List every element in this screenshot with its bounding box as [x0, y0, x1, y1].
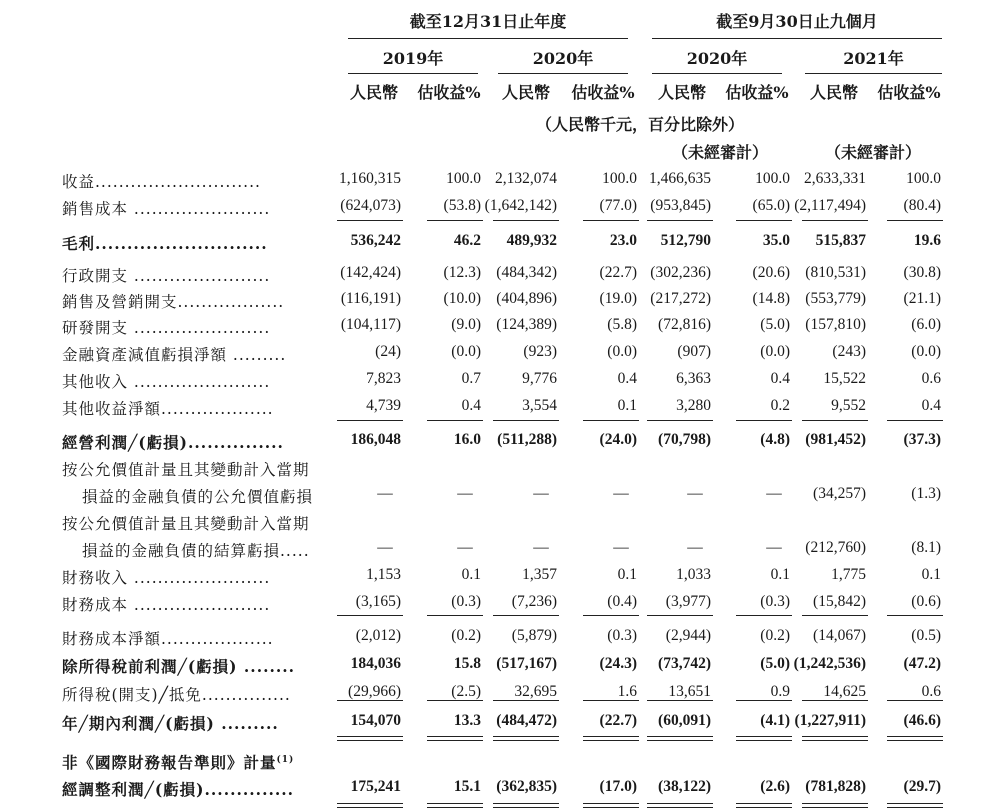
table-cell: (2.5)	[451, 683, 481, 700]
table-cell: (24)	[375, 343, 401, 360]
table-cell: (30.8)	[903, 264, 941, 281]
table-cell: —	[533, 539, 549, 556]
table-cell: 100.0	[755, 170, 790, 187]
table-cell: 175,241	[350, 778, 401, 795]
table-cell: (116,191)	[340, 290, 401, 307]
subtotal-rule	[736, 615, 792, 616]
table-cell: 2,132,074	[495, 170, 557, 187]
row-label-adjusted-profit: 經調整利潤╱(虧損)..............	[62, 780, 295, 799]
subtotal-rule	[337, 700, 403, 701]
total-double-rule	[736, 803, 792, 808]
table-cell: (17.0)	[599, 778, 637, 795]
total-double-rule	[736, 736, 792, 741]
col-header-pct: 估收益%	[725, 83, 789, 102]
table-cell: (0.6)	[911, 593, 941, 610]
table-cell: (6.0)	[911, 316, 941, 333]
table-cell: 46.2	[453, 232, 481, 249]
table-cell: (953,845)	[650, 197, 711, 214]
subtotal-rule	[583, 220, 639, 221]
table-cell: (1,642,142)	[484, 197, 557, 214]
table-cell: —	[766, 485, 782, 502]
table-cell: 536,242	[350, 232, 401, 249]
total-double-rule	[583, 803, 639, 808]
col-header-rmb: 人民幣	[809, 83, 858, 102]
table-cell: (22.7)	[599, 712, 637, 729]
year-rule-2021	[805, 73, 942, 74]
table-cell: 6,363	[676, 370, 711, 387]
row-label-income-tax: 所得稅(開支)╱抵免...............	[62, 686, 291, 704]
table-cell: (21.1)	[903, 290, 941, 307]
table-cell: 13,651	[668, 683, 711, 700]
table-cell: (553,779)	[805, 290, 866, 307]
total-double-rule	[802, 803, 868, 808]
subtotal-rule	[493, 700, 559, 701]
table-cell: 0.1	[770, 566, 790, 583]
total-double-rule	[493, 803, 559, 808]
year-rule-2020-fy	[498, 73, 628, 74]
table-cell: (5.0)	[760, 655, 790, 672]
table-cell: (5,879)	[511, 627, 557, 644]
group-rule-9m	[652, 38, 942, 39]
table-cell: (72,816)	[658, 316, 711, 333]
table-cell: 19.6	[913, 232, 941, 249]
total-double-rule	[427, 736, 483, 741]
group-rule-fy	[348, 38, 628, 39]
subtotal-rule	[647, 420, 713, 421]
table-cell: 0.1	[617, 566, 637, 583]
subtotal-rule	[887, 615, 943, 616]
subtotal-rule	[736, 220, 792, 221]
table-cell: (37.3)	[903, 431, 941, 448]
table-cell: (29.7)	[903, 778, 941, 795]
subtotal-rule	[583, 615, 639, 616]
table-cell: (70,798)	[658, 431, 711, 448]
table-cell: (9.0)	[451, 316, 481, 333]
table-cell: 0.1	[921, 566, 941, 583]
table-cell: (8.1)	[911, 539, 941, 556]
table-cell: 9,776	[522, 370, 557, 387]
table-cell: (243)	[832, 343, 866, 360]
table-cell: 0.1	[617, 397, 637, 414]
table-cell: (19.0)	[599, 290, 637, 307]
row-label-impairment-losses: 金融資產減值虧損淨額 .........	[62, 346, 287, 364]
table-cell: (923)	[523, 343, 557, 360]
subtotal-rule	[493, 615, 559, 616]
row-label-operating-profit: 經營利潤╱(虧損)...............	[62, 433, 284, 452]
table-cell: 100.0	[906, 170, 941, 187]
row-label-non-ifrs-heading	[62, 751, 294, 773]
table-cell: (4.1)	[760, 712, 790, 729]
table-cell: (781,828)	[805, 778, 866, 795]
total-double-rule	[583, 736, 639, 741]
table-cell: (511,288)	[497, 431, 557, 448]
table-cell: 0.4	[461, 397, 481, 414]
table-cell: (22.7)	[599, 264, 637, 281]
table-cell: (217,272)	[650, 290, 711, 307]
subtotal-rule	[736, 700, 792, 701]
table-cell: (3,977)	[665, 593, 711, 610]
subtotal-rule	[802, 615, 868, 616]
total-double-rule	[802, 736, 868, 741]
table-cell: —	[377, 485, 393, 502]
table-cell: (0.3)	[451, 593, 481, 610]
row-label-finance-income: 財務收入 .......................	[62, 569, 271, 587]
table-cell: (981,452)	[805, 431, 866, 448]
row-label-fvtpl-line1: 按公允價值計量且其變動計入當期	[62, 461, 310, 479]
subtotal-rule	[802, 220, 868, 221]
table-cell: 184,036	[350, 655, 401, 672]
table-cell: (404,896)	[496, 290, 557, 307]
row-label-cost-of-sales: 銷售成本 .......................	[62, 200, 271, 218]
table-cell: 0.2	[770, 397, 790, 414]
table-cell: 1,033	[676, 566, 711, 583]
table-cell: (0.2)	[451, 627, 481, 644]
table-cell: (142,424)	[340, 264, 401, 281]
subtotal-rule	[427, 700, 483, 701]
total-double-rule	[337, 803, 403, 808]
table-cell: —	[613, 539, 629, 556]
table-cell: (124,389)	[496, 316, 557, 333]
table-cell: (12.3)	[443, 264, 481, 281]
table-cell: —	[687, 485, 703, 502]
table-cell: (1.3)	[911, 485, 941, 502]
table-cell: 1,153	[366, 566, 401, 583]
subtotal-rule	[427, 420, 483, 421]
period-header-nine-months: 截至9月30日止九個月	[716, 12, 878, 31]
total-double-rule	[493, 736, 559, 741]
year-rule-2019	[348, 73, 478, 74]
table-cell: (0.0)	[607, 343, 637, 360]
subtotal-rule	[337, 615, 403, 616]
total-double-rule	[647, 803, 713, 808]
table-cell: 0.6	[921, 683, 941, 700]
table-cell: 1.6	[617, 683, 637, 700]
table-cell: 0.4	[921, 397, 941, 414]
table-cell: (2,944)	[665, 627, 711, 644]
col-header-pct: 估收益%	[417, 83, 481, 102]
table-cell: 15.8	[453, 655, 481, 672]
table-cell: (0.0)	[760, 343, 790, 360]
table-cell: (47.2)	[903, 655, 941, 672]
row-label-profit-before-tax: 除所得稅前利潤╱(虧損) ........	[62, 657, 296, 676]
table-cell: 3,554	[522, 397, 557, 414]
table-cell: (2,117,494)	[794, 197, 866, 214]
table-cell: (104,117)	[340, 316, 401, 333]
table-cell: —	[533, 485, 549, 502]
table-cell: 0.4	[617, 370, 637, 387]
table-cell: 489,932	[506, 232, 557, 249]
table-cell: (0.0)	[911, 343, 941, 360]
table-cell: 1,775	[831, 566, 866, 583]
subtotal-rule	[802, 420, 868, 421]
total-double-rule	[887, 803, 943, 808]
table-cell: (624,073)	[340, 197, 401, 214]
table-cell: —	[613, 485, 629, 502]
row-label-revenue: 收益............................	[62, 173, 261, 191]
table-cell: 7,823	[366, 370, 401, 387]
table-cell: (484,472)	[496, 712, 557, 729]
table-cell: (4.8)	[760, 431, 790, 448]
table-cell: (14.8)	[752, 290, 790, 307]
row-label-gross-profit: 毛利...........................	[62, 234, 268, 253]
table-cell: 0.4	[770, 370, 790, 387]
table-cell: (7,236)	[511, 593, 557, 610]
table-cell: (60,091)	[658, 712, 711, 729]
row-label-selling-expenses: 銷售及營銷開支..................	[62, 293, 285, 311]
table-cell: (5.0)	[760, 316, 790, 333]
total-double-rule	[647, 736, 713, 741]
table-cell: (77.0)	[599, 197, 637, 214]
unaudited-note-2020: （未經審計）	[671, 143, 768, 162]
table-cell: (15,842)	[813, 593, 866, 610]
table-cell: —	[377, 539, 393, 556]
subtotal-rule	[493, 420, 559, 421]
subtotal-rule	[427, 220, 483, 221]
table-cell: 100.0	[446, 170, 481, 187]
col-header-pct: 估收益%	[571, 83, 635, 102]
table-cell: —	[766, 539, 782, 556]
subtotal-rule	[887, 700, 943, 701]
table-cell: (517,167)	[496, 655, 557, 672]
col-header-rmb: 人民幣	[657, 83, 706, 102]
table-cell: 3,280	[676, 397, 711, 414]
table-cell: (484,342)	[496, 264, 557, 281]
table-cell: 1,160,315	[339, 170, 401, 187]
table-cell: (0.3)	[607, 627, 637, 644]
unaudited-note-2021: （未經審計）	[824, 143, 921, 162]
subtotal-rule	[427, 615, 483, 616]
table-cell: 0.7	[461, 370, 481, 387]
subtotal-rule	[647, 700, 713, 701]
table-cell: (362,835)	[496, 778, 557, 795]
col-header-rmb: 人民幣	[501, 83, 550, 102]
year-header-2021: 2021年	[843, 49, 904, 68]
subtotal-rule	[583, 700, 639, 701]
subtotal-rule	[736, 420, 792, 421]
subtotal-rule	[887, 420, 943, 421]
table-cell: 100.0	[602, 170, 637, 187]
table-cell: 0.9	[770, 683, 790, 700]
table-cell: (29,966)	[348, 683, 401, 700]
table-cell: 4,739	[366, 397, 401, 414]
year-header-2020-9m: 2020年	[686, 49, 748, 68]
table-cell: —	[457, 539, 473, 556]
table-cell: (65.0)	[752, 197, 790, 214]
subtotal-rule	[887, 220, 943, 221]
total-double-rule	[887, 736, 943, 741]
table-cell: 1,357	[522, 566, 557, 583]
table-cell: —	[457, 485, 473, 502]
table-cell: (24.0)	[599, 431, 637, 448]
total-double-rule	[337, 736, 403, 741]
row-label-fvtpl-line2: 按公允價值計量且其變動計入當期	[62, 515, 310, 533]
table-cell: (2,012)	[355, 627, 401, 644]
unit-note: （人民幣千元，百分比除外）	[535, 115, 744, 134]
table-cell: (157,810)	[805, 316, 866, 333]
table-cell: 2,633,331	[804, 170, 866, 187]
table-cell: 512,790	[660, 232, 711, 249]
table-cell: (0.2)	[760, 627, 790, 644]
year-rule-2020-9m	[652, 73, 782, 74]
table-cell: (34,257)	[813, 485, 866, 502]
total-double-rule	[427, 803, 483, 808]
table-cell: (0.0)	[451, 343, 481, 360]
row-label-other-gains: 其他收益淨額...................	[62, 400, 274, 418]
year-header-2019: 2019年	[382, 49, 444, 68]
non-ifrs-heading-text: 非《國際財務報告準則》計量	[62, 753, 277, 772]
table-cell: (10.0)	[443, 290, 481, 307]
table-cell: 186,048	[350, 431, 401, 448]
table-cell: (212,760)	[805, 539, 866, 556]
row-label-finance-costs: 財務成本 .......................	[62, 596, 271, 614]
subtotal-rule	[583, 420, 639, 421]
table-cell: 16.0	[453, 431, 481, 448]
table-cell: 13.3	[453, 712, 481, 729]
table-cell: 32,695	[514, 683, 557, 700]
table-cell: (24.3)	[599, 655, 637, 672]
table-cell: (302,236)	[650, 264, 711, 281]
table-cell: 15.1	[453, 778, 481, 795]
row-label-fvtpl-settlement-loss: 損益的金融負債的結算虧損.....	[82, 542, 310, 560]
subtotal-rule	[647, 615, 713, 616]
table-cell: (1,242,536)	[793, 655, 866, 672]
table-cell: —	[687, 539, 703, 556]
subtotal-rule	[493, 220, 559, 221]
col-header-rmb: 人民幣	[349, 83, 398, 102]
row-label-other-income: 其他收入 .......................	[62, 373, 271, 391]
year-header-2020-fy: 2020年	[532, 49, 594, 68]
table-cell: 1,466,635	[649, 170, 711, 187]
table-cell: (2.6)	[760, 778, 790, 795]
row-label-net-finance-costs: 財務成本淨額...................	[62, 630, 274, 648]
table-cell: 9,552	[831, 397, 866, 414]
table-cell: (38,122)	[658, 778, 711, 795]
table-cell: 35.0	[762, 232, 790, 249]
subtotal-rule	[647, 220, 713, 221]
table-cell: (3,165)	[355, 593, 401, 610]
table-cell: (1,227,911)	[794, 712, 866, 729]
table-cell: 154,070	[350, 712, 401, 729]
col-header-pct: 估收益%	[877, 83, 941, 102]
table-cell: (0.3)	[760, 593, 790, 610]
table-cell: (73,742)	[658, 655, 711, 672]
table-cell: (80.4)	[903, 197, 941, 214]
table-cell: (0.5)	[911, 627, 941, 644]
table-cell: 14,625	[823, 683, 866, 700]
footnote-marker: (1)	[276, 754, 295, 765]
subtotal-rule	[802, 700, 868, 701]
row-label-period-profit: 年╱期內利潤╱(虧損) .........	[62, 714, 279, 733]
table-cell: 0.1	[461, 566, 481, 583]
table-cell: (810,531)	[805, 264, 866, 281]
period-header-fiscal-year: 截至12月31日止年度	[409, 12, 567, 31]
row-label-fvtpl-fair-value-loss: 損益的金融負債的公允價值虧損	[82, 488, 314, 506]
table-cell: (5.8)	[607, 316, 637, 333]
table-cell: (53.8)	[443, 197, 481, 214]
table-cell: 15,522	[823, 370, 866, 387]
subtotal-rule	[337, 420, 403, 421]
table-cell: 23.0	[609, 232, 637, 249]
row-label-admin-expenses: 行政開支 .......................	[62, 267, 271, 285]
table-cell: (46.6)	[903, 712, 941, 729]
subtotal-rule	[337, 220, 403, 221]
table-cell: (20.6)	[752, 264, 790, 281]
table-cell: (907)	[677, 343, 711, 360]
table-cell: (14,067)	[813, 627, 866, 644]
table-cell: 0.6	[921, 370, 941, 387]
table-cell: 515,837	[815, 232, 866, 249]
table-cell: (0.4)	[607, 593, 637, 610]
row-label-rd-expenses: 研發開支 .......................	[62, 319, 271, 337]
